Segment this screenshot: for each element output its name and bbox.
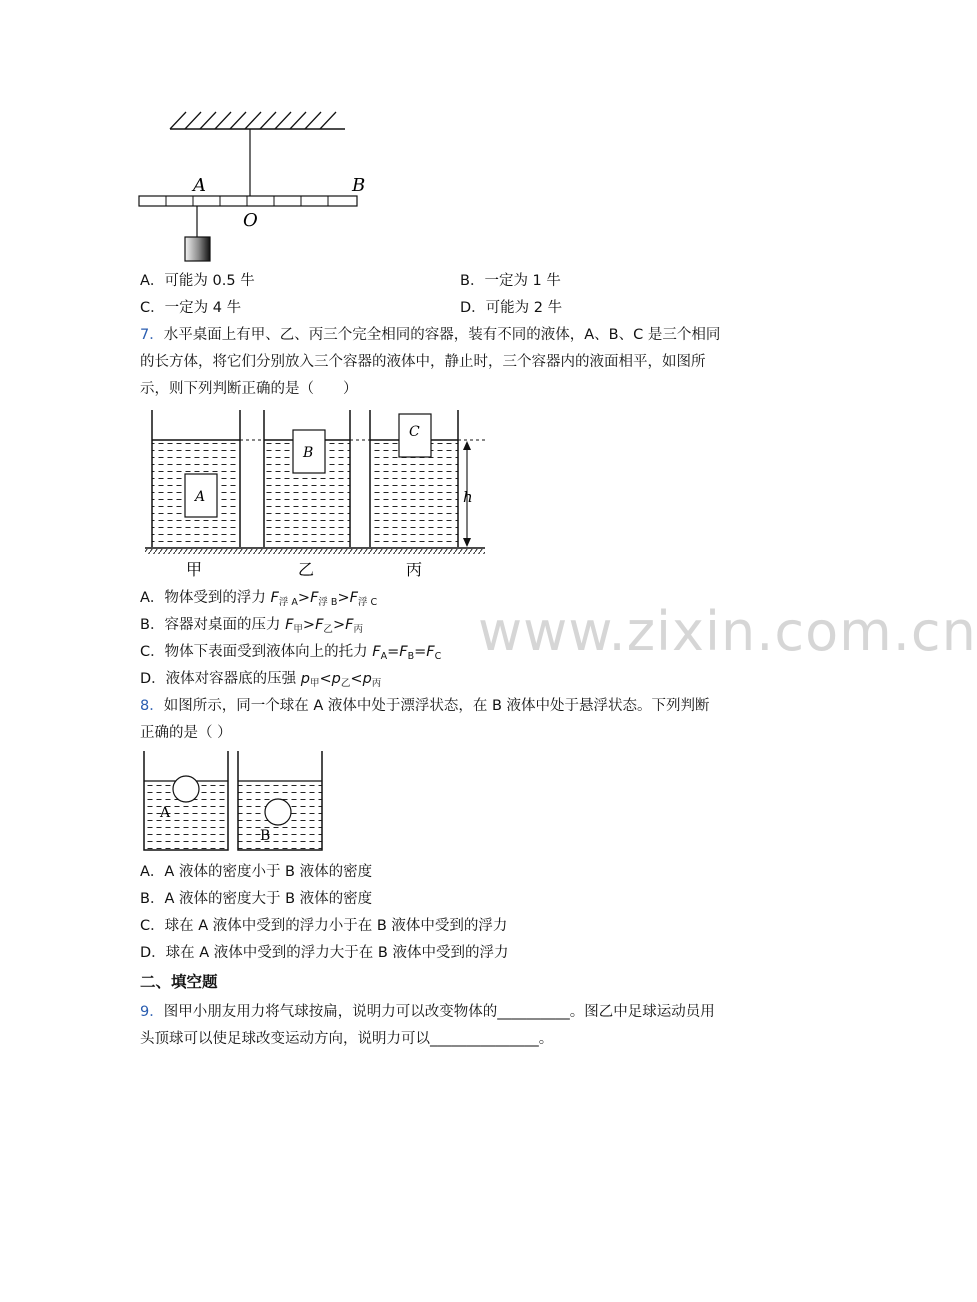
q6-option-d: D．可能为 2 牛	[460, 300, 563, 316]
block-b-label: B	[303, 445, 314, 461]
label-o: O	[243, 210, 258, 231]
h-label: h	[463, 488, 473, 506]
section-heading: 二、填空题	[140, 973, 218, 991]
q9-number: 9．	[140, 1004, 164, 1020]
q6-option-c: C．一定为 4 牛	[140, 300, 242, 316]
label-b: B	[260, 828, 271, 844]
q8-stem-line2: 正确的是（ ）	[140, 725, 232, 741]
q6-option-a: A．可能为 0.5 牛	[140, 273, 255, 289]
q7-stem-line2: 的长方体，将它们分别放入三个容器的液体中，静止时，三个容器内的液面相平，如图所	[140, 354, 706, 370]
lever-bar	[139, 196, 357, 206]
q6-option-b: B．一定为 1 牛	[460, 273, 561, 289]
q8-option-b: B．A 液体的密度大于 B 液体的密度	[140, 891, 373, 907]
label-a: A	[193, 175, 206, 196]
q7-option-d: D．液体对容器底的压强 $p_甲<p_乙<p_丙$	[140, 671, 382, 689]
q8-option-a: A．A 液体的密度小于 B 液体的密度	[140, 864, 373, 880]
label-yi: 乙	[298, 560, 315, 579]
q7-stem-line3: 示，则下列判断正确的是（ ）	[140, 381, 358, 397]
label-b: B	[352, 175, 366, 196]
containers-figure	[140, 405, 490, 585]
label-jia: 甲	[186, 560, 203, 579]
q9-line1: 9．图甲小朋友用力将气球按扁，说明力可以改变物体的__________。图乙中足球运动员用	[140, 1004, 715, 1020]
q7-option-a: A．物体受到的浮力 $F_{浮 A}>F_{浮 B}>F_{浮 C}$	[140, 590, 378, 608]
q8-option-c: C．球在 A 液体中受到的浮力小于在 B 液体中受到的浮力	[140, 918, 508, 934]
block-c-label: C	[409, 424, 420, 440]
q7-option-c: C．物体下表面受到液体向上的托力 $F_A=F_B=F_C$	[140, 644, 442, 662]
q7-stem-line1: 7．水平桌面上有甲、乙、丙三个完全相同的容器，装有不同的液体，A、B、C 是三个相同	[140, 327, 721, 343]
lever-figure	[130, 100, 370, 265]
q8-number: 8．	[140, 698, 164, 714]
q7-option-b: B．容器对桌面的压力 $F_甲>F_乙>F_丙$	[140, 617, 363, 635]
ceiling-hatch	[170, 112, 336, 129]
ball-a	[173, 776, 199, 802]
watermark: www.zixin.com.cn	[478, 600, 977, 663]
balls-figure	[138, 747, 328, 855]
weight-block	[185, 237, 210, 261]
block-a-label: A	[195, 489, 206, 505]
q9-line2: 头顶球可以使足球改变运动方向，说明力可以_______________。	[140, 1031, 554, 1047]
label-bing: 丙	[406, 560, 423, 579]
ball-b	[265, 799, 291, 825]
label-a: A	[160, 805, 171, 821]
q7-number: 7．	[140, 327, 164, 343]
q8-option-d: D．球在 A 液体中受到的浮力大于在 B 液体中受到的浮力	[140, 945, 509, 961]
q8-stem-line1: 8．如图所示，同一个球在 A 液体中处于漂浮状态，在 B 液体中处于悬浮状态。下列判断	[140, 698, 710, 714]
